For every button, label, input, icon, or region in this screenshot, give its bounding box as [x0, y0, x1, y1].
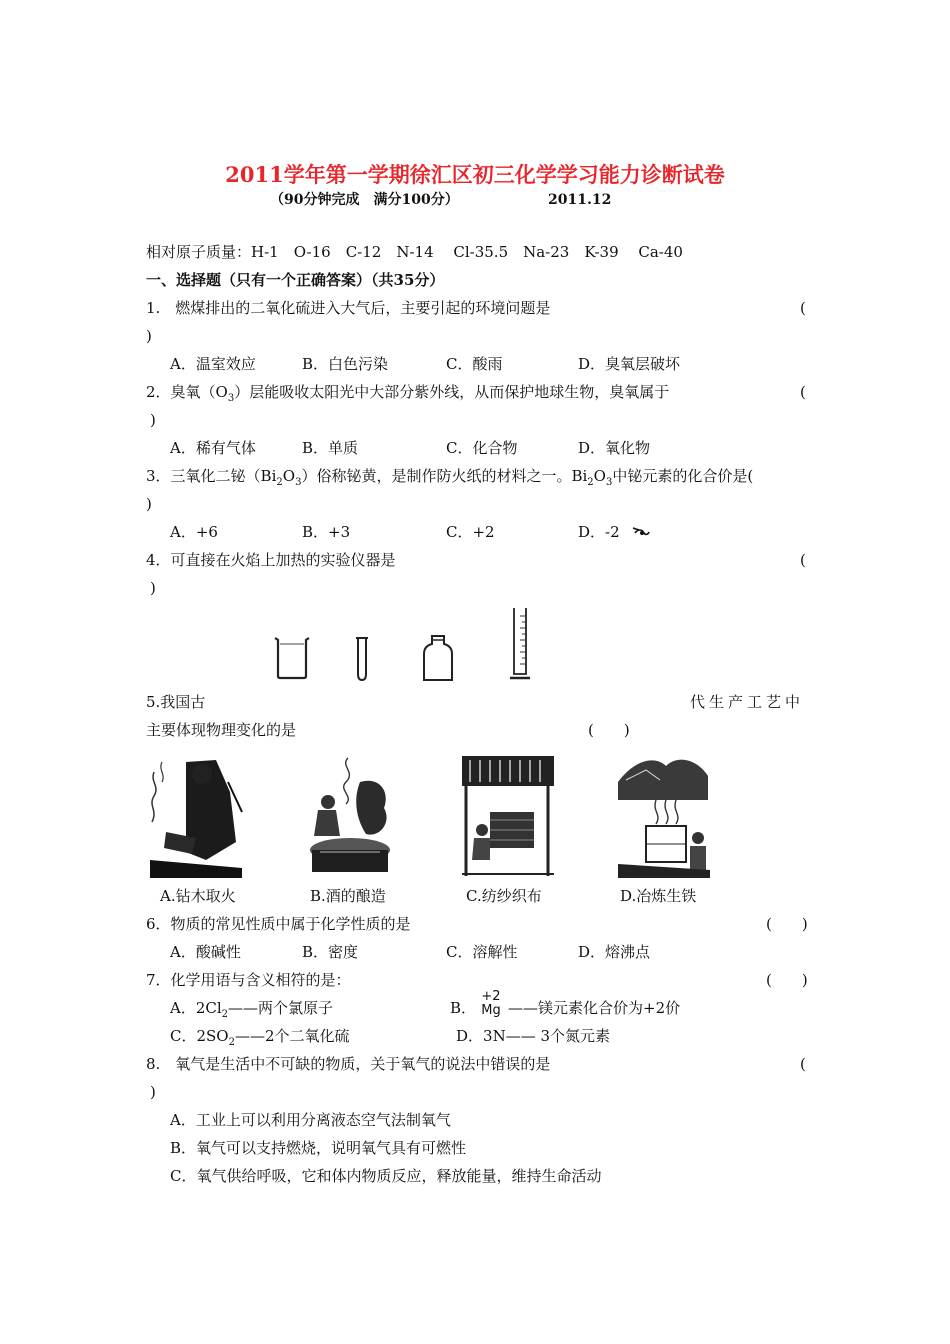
- q1-option-c: C．酸雨: [446, 355, 503, 373]
- q7-option-c: C．$2SO_2——2$个二氧化硫: [170, 1027, 350, 1048]
- q3-option-a: A．+6: [170, 523, 218, 541]
- q5-stem-right: 代生产工艺中: [690, 693, 805, 711]
- q3-option-d: D．-2: [578, 523, 620, 541]
- exam-subtitle: （90分钟完成 满分100分）: [270, 192, 459, 208]
- q8-option-a: A．工业上可以利用分离液态空气法制氧气: [170, 1111, 451, 1129]
- q7-option-a: A．$2Cl_2——$两个氯原子: [170, 999, 334, 1020]
- q6-stem: 6．物质的常见性质中属于化学性质的是: [146, 915, 411, 933]
- q5-stem-line2: 主要体现物理变化的是: [146, 721, 297, 739]
- q2-option-a: A．稀有气体: [170, 439, 256, 457]
- q2-option-c: C．化合物: [446, 439, 518, 457]
- q7-stem: 7．化学用语与含义相符的是：: [146, 971, 351, 989]
- q2-stem: 2．臭氧$(O_3)$层能吸收太阳光中大部分紫外线，从而保护地球生物，臭氧属于: [146, 383, 670, 404]
- q7-paren: ( ): [766, 971, 808, 989]
- q5-paren: ( ): [588, 721, 630, 739]
- q8-paren-open: (: [800, 1055, 806, 1073]
- atomic-masses: 相对原子质量：H-1 O-16 C-12 N-14 Cl-35.5 Na-23 K-39 Ca-40: [146, 243, 683, 261]
- wine-brewing-illustration: [300, 752, 394, 878]
- q7-option-b-label: B．: [450, 999, 477, 1017]
- exam-title: 2011学年第一学期徐汇区初三化学学习能力诊断试卷: [225, 162, 725, 187]
- q7-option-d: D．3N—— 3个氮元素: [456, 1027, 611, 1045]
- smelting-iron-illustration: [616, 752, 710, 878]
- exam-date: 2011.12: [548, 192, 612, 208]
- q5-option-d: D.冶炼生铁: [620, 887, 697, 905]
- q6-option-b: B．密度: [302, 943, 359, 961]
- q4-paren-open: (: [800, 551, 806, 569]
- weaving-loom-illustration: [460, 752, 556, 878]
- q2-option-d: D．氧化物: [578, 439, 651, 457]
- beaker-icon: [272, 636, 312, 680]
- q4-stem: 4．可直接在火焰上加热的实验仪器是: [146, 551, 396, 569]
- reagent-bottle-icon: [422, 634, 454, 682]
- q8-option-b: B．氧气可以支持燃烧，说明氧气具有可燃性: [170, 1139, 467, 1157]
- test-tube-icon: [354, 636, 370, 682]
- q4-paren-close: ): [150, 579, 156, 597]
- q6-option-d: D．熔沸点: [578, 943, 651, 961]
- q1-stem: 1. 燃煤排出的二氧化硫进入大气后，主要引起的环境问题是: [146, 299, 551, 317]
- q6-option-a: A．酸碱性: [170, 943, 241, 961]
- q6-paren: ( ): [766, 915, 808, 933]
- q3-option-b: B．+3: [302, 523, 351, 541]
- q1-paren-open: (: [800, 299, 806, 317]
- q5-stem-left: 5.我国古: [146, 693, 206, 711]
- q7-option-b-symbol: +2 Mg: [481, 989, 501, 1018]
- graduated-cylinder-icon: [508, 606, 532, 682]
- q2-paren-close: ): [150, 411, 156, 429]
- q8-stem: 8. 氧气是生活中不可缺的物质，关于氧气的说法中错误的是: [146, 1055, 551, 1073]
- q1-paren-close: ): [146, 327, 152, 345]
- q2-paren-open: (: [800, 383, 806, 401]
- q8-paren-close: ): [150, 1083, 156, 1101]
- q6-option-c: C．溶解性: [446, 943, 518, 961]
- q5-option-a: A.钻木取火: [160, 887, 236, 905]
- q1-option-b: B．白色污染: [302, 355, 389, 373]
- q1-option-d: D．臭氧层破坏: [578, 355, 681, 373]
- q3-paren-close: ): [146, 495, 152, 513]
- q3-stem: 3．三氧化二铋$(Bi_2O_3)$俗称铋黄，是制作防火纸的材料之一。$Bi_2O_3$中铋元素的化合价是(: [146, 467, 754, 488]
- q3-option-c: C．+2: [446, 523, 495, 541]
- section-1-heading: 一、选择题（只有一个正确答案）（共35分）: [146, 271, 445, 289]
- q2-option-b: B．单质: [302, 439, 359, 457]
- drilling-fire-illustration: [146, 752, 246, 878]
- q5-option-c: C.纺纱织布: [466, 887, 542, 905]
- q8-option-c: C．氧气供给呼吸，它和体内物质反应，释放能量，维持生命活动: [170, 1167, 602, 1185]
- stray-mark-icon: [632, 525, 650, 537]
- q7-option-b-text: ——镁元素化合价为+2价: [508, 999, 681, 1017]
- q1-option-a: A．温室效应: [170, 355, 256, 373]
- q5-option-b: B.酒的酿造: [310, 887, 386, 905]
